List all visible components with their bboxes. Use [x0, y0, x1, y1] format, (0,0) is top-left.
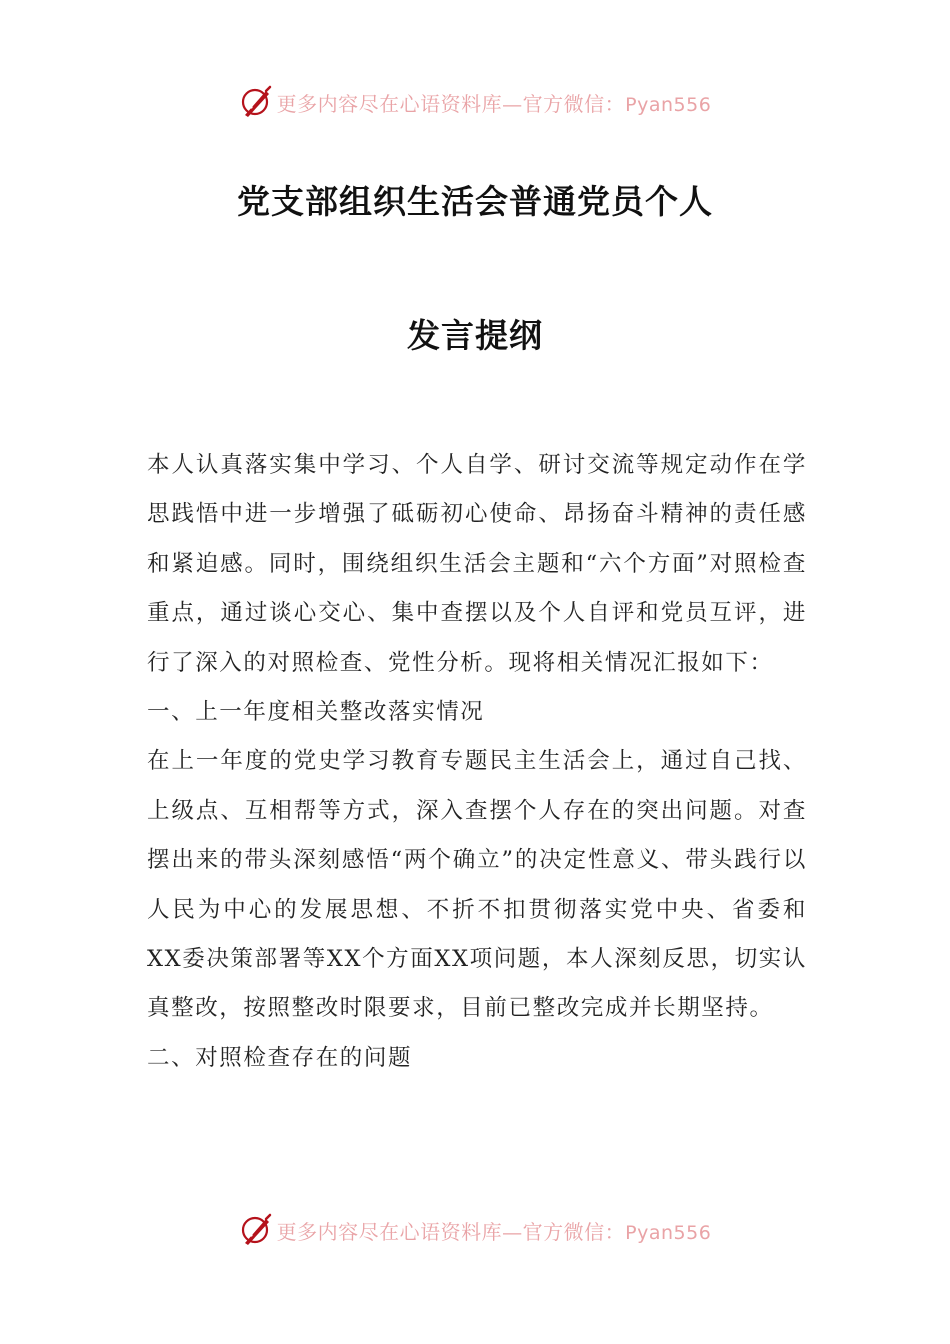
section-1-heading: 一、上一年度相关整改落实情况 [147, 699, 485, 726]
footer-watermark [0, 1210, 950, 1250]
document-body [147, 441, 807, 1083]
document-title-line-1: 党支部组织生活会普通党员个人 [237, 182, 713, 221]
section-2-heading: 二、对照检查存在的问题 [147, 1044, 413, 1071]
pen-circle-logo-icon [239, 85, 273, 119]
document-title-line-2: 发言提纲 [407, 316, 543, 355]
intro-paragraph: 本人认真落实集中学习、个人自学、研讨交流等规定动作在学思践悟中进一步增强了砥砺初心使命、昂扬奋斗精神的责任感和紧迫感。同时，围绕组织生活会主题和“六个方面”对照检查重点，通过谈心交心、集中查摆以及个人自评和党员互评，进行了深入的对照检查、党性分析。现将相关情况汇报如下： [147, 452, 807, 676]
pen-circle-logo-icon [239, 1213, 273, 1247]
watermark-text: 更多内容尽在心语资料库—官方微信：Pyan556 [276, 1219, 712, 1244]
watermark-text: 更多内容尽在心语资料库—官方微信：Pyan556 [276, 91, 712, 116]
header-watermark [0, 82, 950, 122]
section-1-paragraph: 在上一年度的党史学习教育专题民主生活会上，通过自己找、上级点、互相帮等方式，深入查摆个人存在的突出问题。对查摆出来的带头深刻感悟“两个确立”的决定性意义、带头践行以人民为中心的发展思想、不折不扣贯彻落实党中央、省委和XX委决策部署等XX个方面XX项问题，本人深刻反思，切实认真整改，按照整改时限要求，目前已整改完成并长期坚持。 [147, 748, 808, 1022]
